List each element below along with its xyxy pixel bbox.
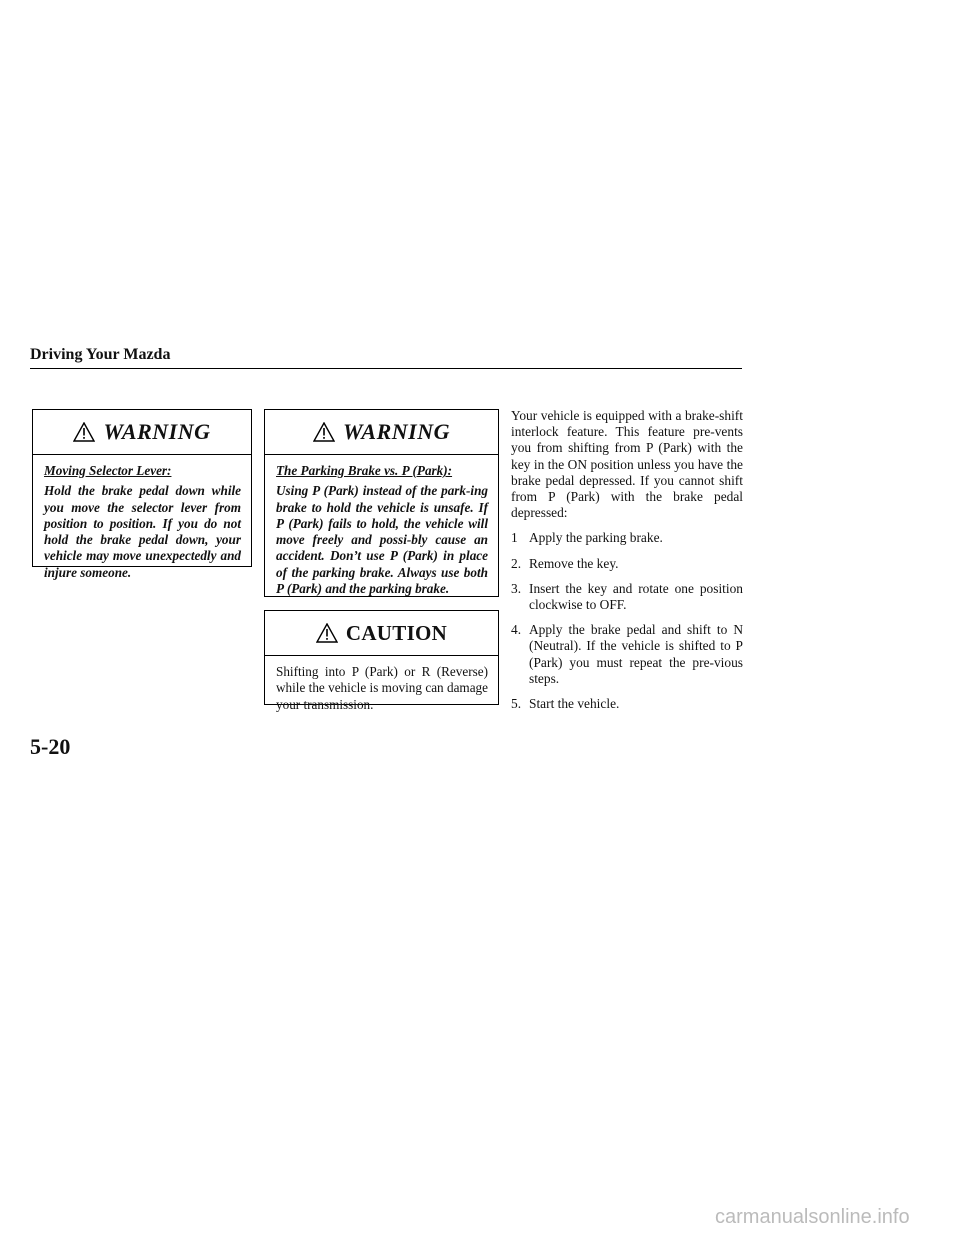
caution-box — [264, 610, 499, 712]
caution-label: CAUTION — [345, 620, 448, 645]
list-item: 2. Remove the key. — [511, 555, 619, 571]
warning-triangle-icon — [73, 422, 95, 442]
page-number: 5-20 — [30, 734, 71, 759]
warning-triangle-icon — [313, 422, 335, 442]
watermark: carmanualsonline.info — [715, 1206, 910, 1228]
warning-subtitle: Moving Selector Lever: — [44, 463, 172, 478]
warning-text: Using P (Park) instead of the park-ing brake to hold the vehicle is unsafe. If P (Park) fails to hold, the vehicle will move freely and possi-bly cause an accident. Don’t use P (Park) in place of the parking brake. Always use both P (Park) and the parking brake. — [276, 483, 488, 597]
list-item: 3. Insert the key and rotate one position clockwise to OFF. — [511, 580, 743, 613]
warning-text: Hold the brake pedal down while you move the selector lever from position to position. If you do not hold the brake pedal down, your vehicle may move unexpectedly and injure someone. — [44, 483, 241, 580]
warning-label: WARNING — [342, 419, 450, 444]
page-header — [30, 346, 742, 369]
section-title: Driving Your Mazda — [30, 346, 171, 363]
warning-header — [33, 410, 251, 455]
warning-header — [265, 410, 498, 455]
list-item: 1 Apply the parking brake. — [511, 530, 663, 546]
caution-text: Shifting into P (Park) or R (Reverse) while the vehicle is moving can damage your transmission. — [276, 664, 488, 712]
warning-box-parking-brake — [264, 409, 499, 597]
list-item: 5. Start the vehicle. — [511, 696, 620, 712]
warning-box-selector-lever — [32, 409, 252, 580]
list-item: 4. Apply the brake pedal and shift to N (Neutral). If the vehicle is shifted to P (Park) you must repeat the pre-vious steps. — [511, 622, 743, 686]
warning-label: WARNING — [103, 419, 211, 444]
warning-subtitle: The Parking Brake vs. P (Park): — [276, 463, 453, 478]
caution-triangle-icon — [316, 623, 338, 643]
main-text-column — [511, 408, 743, 721]
steps-list — [511, 530, 743, 712]
caution-header — [265, 611, 498, 656]
intro-paragraph: Your vehicle is equipped with a brake-shift interlock feature. This feature pre-vents you from shifting from P (Park) with the key in the ON position unless you have the brake pedal depressed. If you cannot shift from P (Park) with the brake pedal depressed: — [511, 408, 743, 521]
